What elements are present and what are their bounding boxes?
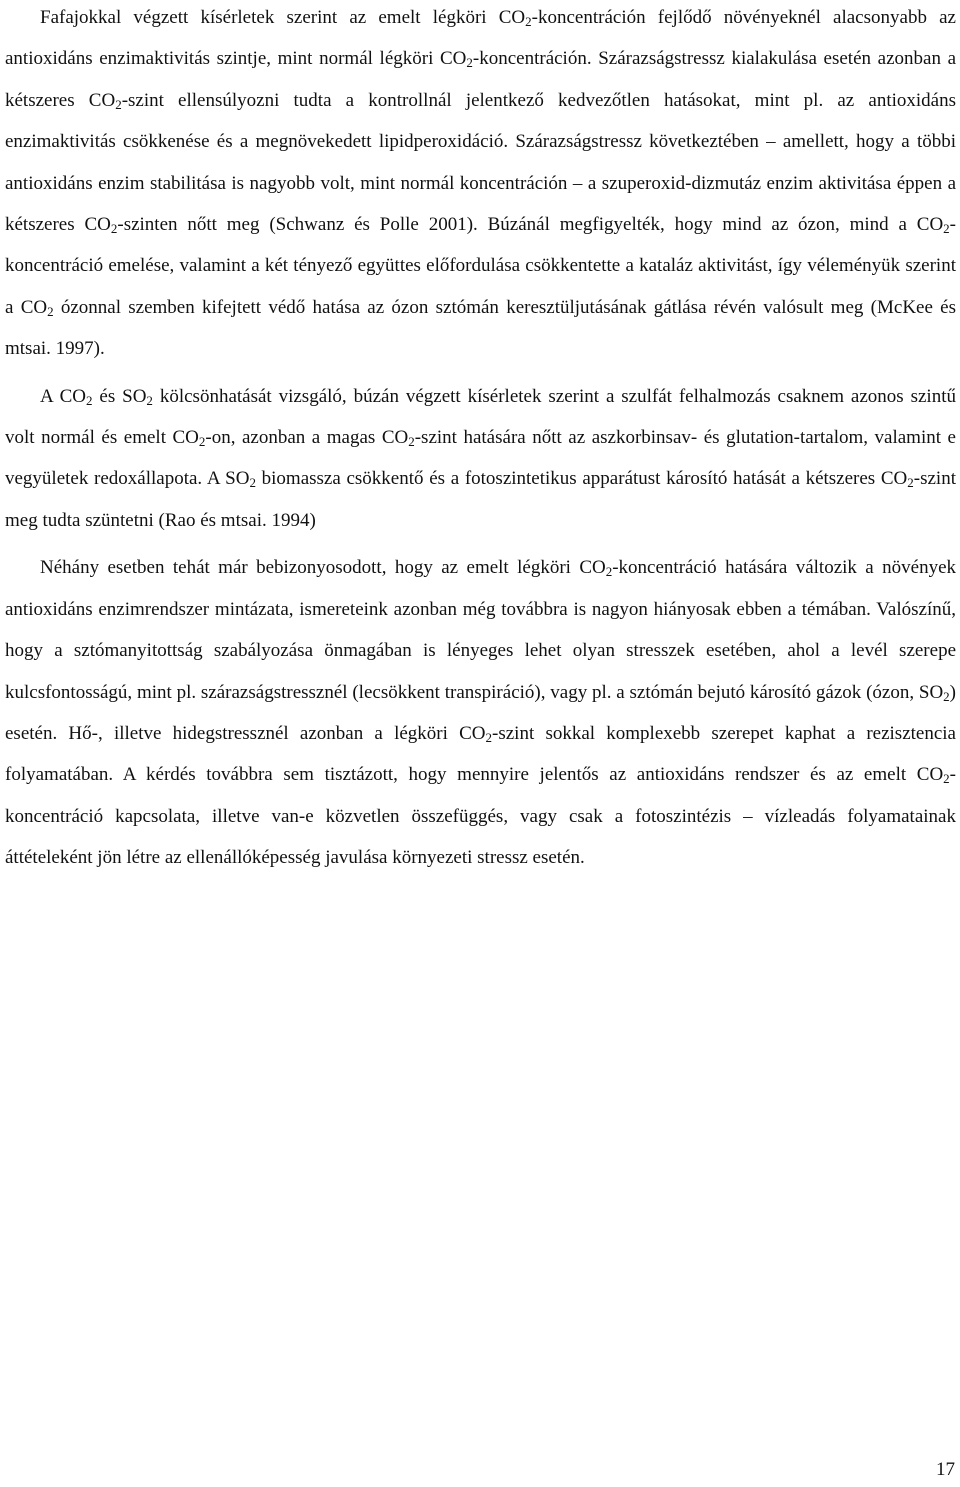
paragraph-2: A $CO_2$ és $SO_2$ kölcsönhatását vizsgáló, búzán végzett kísérletek szerint a szulfát felhalmozás csaknem azonos szintű volt normál és emelt $CO_2-on$, azonban a magas $CO_2$-szint hatására nőtt az aszkorbinsav- és glutation-tartalom, valamint e vegyületek redoxállapota. A $SO_2$ biomassza csökkentő és a fotoszintetikus apparátust károsító hatását a kétszeres $CO_2$-szint meg tudta szüntetni (Rao és mtsai. 1994) [5, 385, 956, 531]
paragraph-1: Fafajokkal végzett kísérletek szerint az emelt légköri $CO_2$-koncentráción fejlődő növényeknél alacsonyabb az antioxidáns enzimaktivitás szintje, mint normál légköri $CO_2$-koncentráción. Szárazságstressz kialakulása esetén azonban a kétszeres $CO_2$-szint ellensúlyozni tudta a kontrollnál jelentkező kedvezőtlen hatásokat, mint pl. az antioxidáns enzimaktivitás csökkenése és a megnövekedett lipidperoxidáció. Szárazságstressz következtében – amellett, hogy a többi antioxidáns enzim stabilitása is nagyobb volt, mint normál koncentráción – a szuperoxid-dizmutáz enzim aktivitása éppen a kétszeres $CO_2$-szinten nőtt meg (Schwanz és Polle 2001). Búzánál megfigyelték, hogy mind az ózon, mind a $CO_2$-koncentráció emelése, valamint a két tényező együttes előfordulása csökkentette a kataláz aktivitást, így véleményük szerint a $CO_2$ ózonnal szemben kifejtett védő hatása az ózon sztómán keresztüljutásának gátlása révén valósult meg (McKee és mtsai. 1997). [5, 7, 956, 360]
page-number: 17 [936, 1459, 955, 1480]
document-page [5, 0, 956, 879]
paragraph-3: Néhány esetben tehát már bebizonyosodott, hogy az emelt légköri $CO_2$-koncentráció hatására változik a növények antioxidáns enzimrendszer mintázata, ismereteink azonban még továbbra is nagyon hiányosak ebben a témában. Valószínű, hogy a sztómanyitottság szabályozása önmagában is lényeges lehet olyan stresszek esetében, ahol a levél szerepe kulcsfontosságú, mint pl. szárazságstressznél (lecsökkent transpiráció), vagy pl. a sztómán bejutó károsító gázok (ózon, $SO_2$) esetén. Hő-, illetve hidegstressznél azonban a légköri $CO_2$-szint sokkal komplexebb szerepet kaphat a rezisztencia folyamatában. A kérdés továbbra sem tisztázott, hogy mennyire jelentős az antioxidáns rendszer és az emelt $CO_2$-koncentráció kapcsolata, illetve van-e közvetlen összefüggés, vagy csak a fotoszintézis – vízleadás folyamatainak áttételeként jön létre az ellenállóképesség javulása környezeti stressz esetén. [5, 557, 956, 869]
